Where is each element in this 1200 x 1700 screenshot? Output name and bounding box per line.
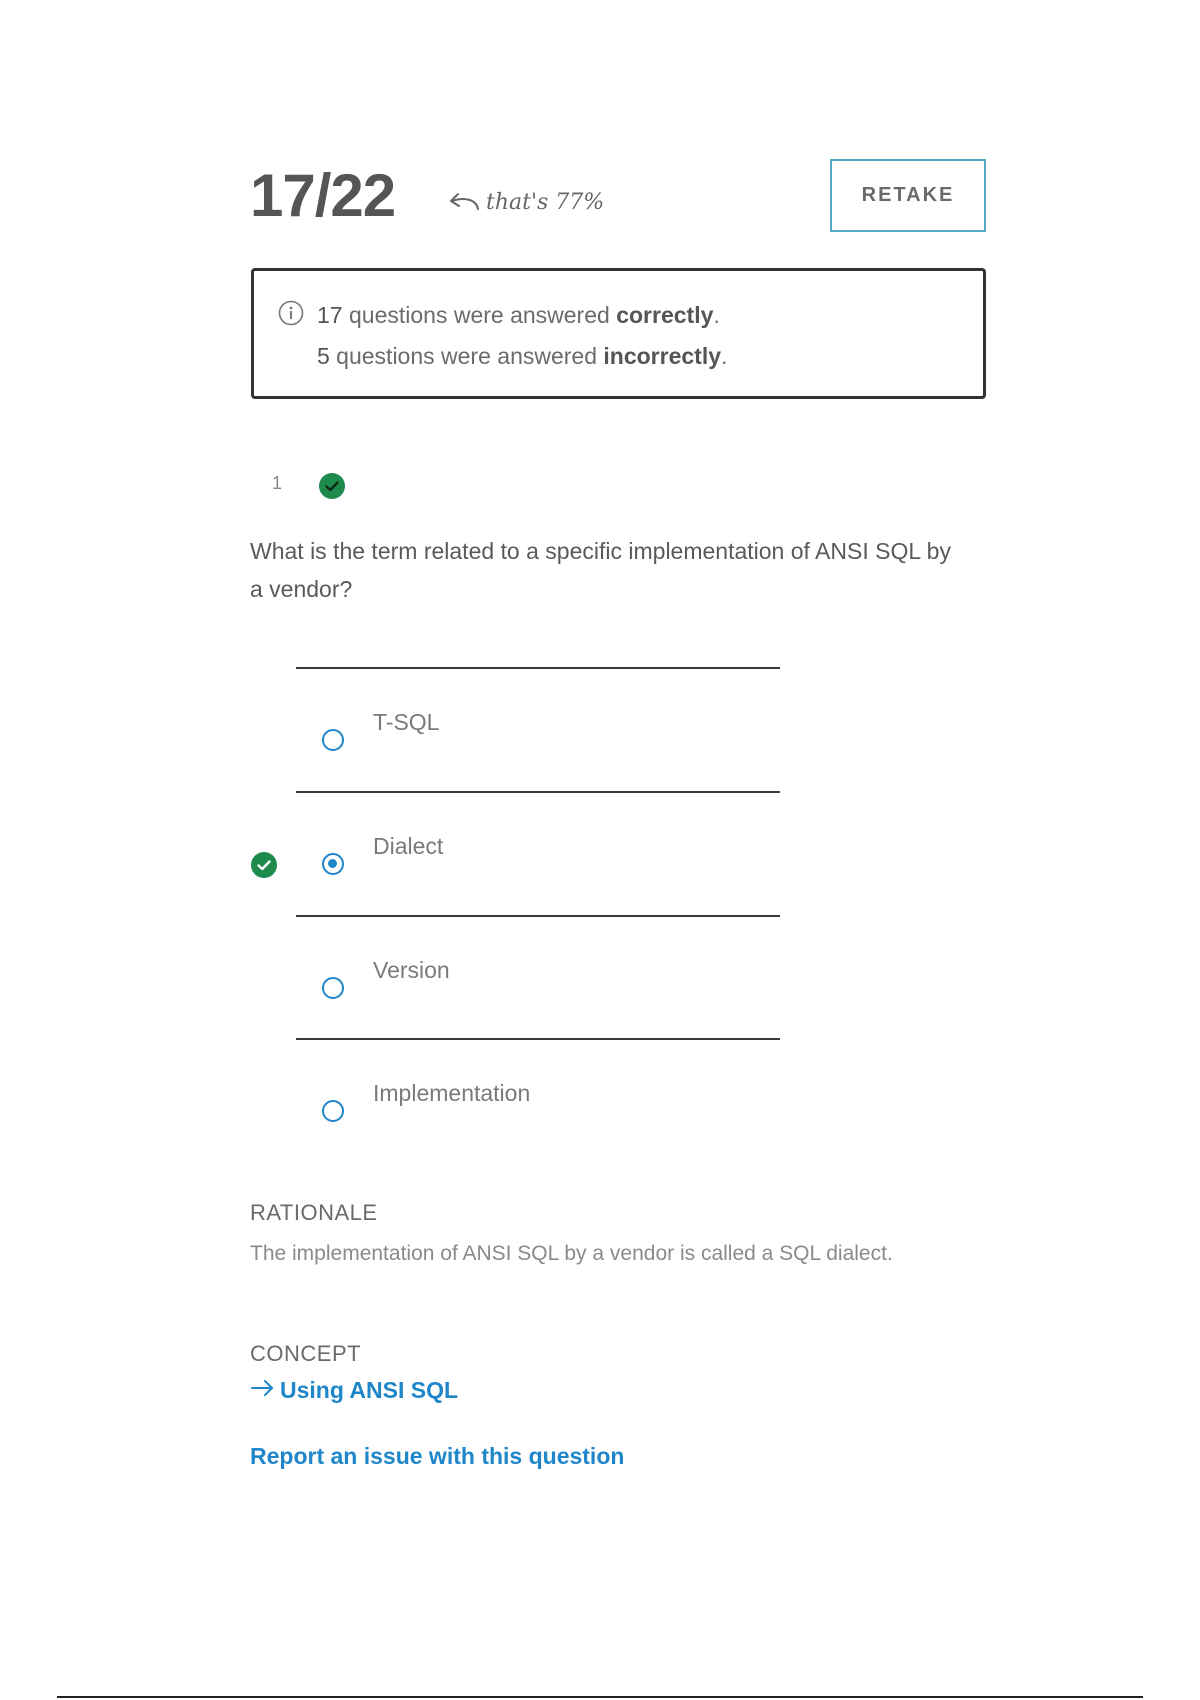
correct-count: 17 <box>317 302 343 328</box>
question-text: What is the term related to a specific implementation of ANSI SQL by a vendor? <box>250 538 951 602</box>
correct-period: . <box>713 302 720 328</box>
answer-label: Dialect <box>373 833 444 859</box>
answer-option[interactable] <box>296 681 780 801</box>
incorrect-count: 5 <box>317 343 330 369</box>
concept-link[interactable] <box>250 1377 458 1404</box>
check-circle-icon <box>318 472 346 505</box>
incorrect-period: . <box>721 343 728 369</box>
question-number: 1 <box>272 473 283 493</box>
answer-label: T-SQL <box>373 709 440 735</box>
footer-divider <box>57 1696 1143 1698</box>
arrow-right-icon <box>250 1377 276 1404</box>
answer-option[interactable] <box>296 1052 780 1172</box>
answer-label: Implementation <box>373 1080 531 1106</box>
rationale-text: The implementation of ANSI SQL by a vendor is called a SQL dialect. <box>250 1242 893 1265</box>
answer-label: Version <box>373 957 450 983</box>
answer-option-selected[interactable] <box>296 805 780 925</box>
incorrect-text: questions were answered <box>329 343 604 369</box>
summary-incorrect-line <box>317 343 727 370</box>
report-issue-link[interactable]: Report an issue with this question <box>250 1443 625 1469</box>
concept-heading: CONCEPT <box>250 1341 362 1366</box>
radio-button[interactable] <box>322 1100 344 1122</box>
concept-link-label: Using ANSI SQL <box>280 1377 459 1403</box>
correct-text: questions were answered <box>342 302 617 328</box>
answer-option[interactable] <box>296 929 780 1049</box>
radio-button[interactable] <box>322 977 344 999</box>
curved-arrow-left-icon <box>446 191 480 215</box>
summary-correct-line <box>317 302 720 329</box>
score-display: 17/22 <box>250 162 396 229</box>
rationale-heading: RATIONALE <box>250 1200 378 1225</box>
radio-button-selected[interactable] <box>322 853 344 875</box>
info-icon <box>278 300 304 331</box>
radio-button[interactable] <box>322 729 344 751</box>
score-percent-note <box>446 190 604 215</box>
score-percent-text: that's 77% <box>486 190 605 215</box>
check-circle-icon <box>250 851 278 884</box>
incorrect-word: incorrectly <box>603 343 722 369</box>
correct-word: correctly <box>616 302 714 328</box>
retake-button[interactable]: RETAKE <box>830 159 986 232</box>
answer-divider <box>296 667 780 669</box>
results-summary <box>251 268 986 399</box>
